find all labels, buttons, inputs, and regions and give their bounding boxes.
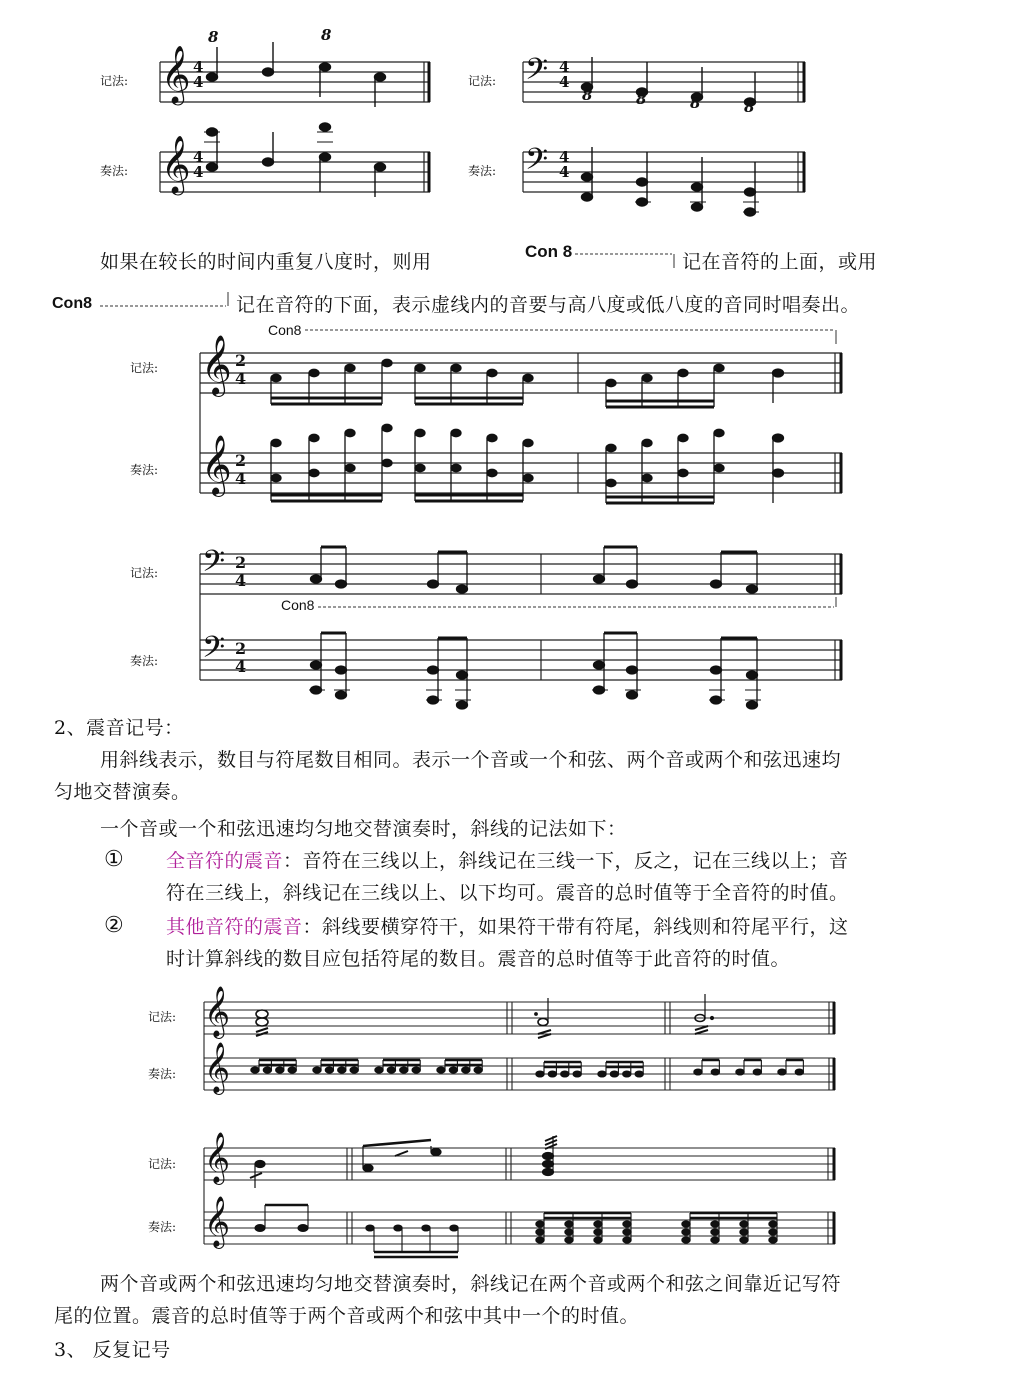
note-head bbox=[536, 1221, 544, 1227]
time-signature: 2 4 bbox=[235, 639, 247, 676]
treble-clef-icon: 𝄞 bbox=[201, 435, 232, 495]
note-head bbox=[594, 1237, 602, 1243]
paragraph-text: 两个音或两个和弦迅速均匀地交替演奏时，斜线记在两个音或两个和弦之间靠近记写符 bbox=[100, 1273, 842, 1295]
ottava-mark: Con 8 bbox=[525, 242, 573, 261]
performance-label: 奏法: bbox=[100, 164, 129, 178]
note-head bbox=[565, 1237, 573, 1243]
note-head bbox=[623, 1221, 631, 1227]
treble-clef-icon: 𝄞 bbox=[161, 45, 191, 103]
list-item-1-cont: 符在三线上，斜线记在三线以上、以下均可。震音的总时值等于全音符的时值。 bbox=[166, 882, 849, 904]
note-head bbox=[740, 1237, 748, 1243]
treble-clef-icon: 𝄞 bbox=[204, 986, 231, 1037]
note-head bbox=[594, 1221, 602, 1227]
note-head bbox=[769, 1229, 777, 1235]
time-signature: 2 4 bbox=[235, 553, 247, 590]
note-head bbox=[565, 1221, 573, 1227]
note-head bbox=[536, 1229, 544, 1235]
note-head bbox=[740, 1229, 748, 1235]
performance-label: 奏法: bbox=[468, 164, 497, 178]
time-signature: 2 4 bbox=[235, 451, 247, 488]
note-head bbox=[450, 1225, 458, 1231]
time-signature: 2 4 bbox=[235, 351, 247, 388]
notation-label: 记法: bbox=[148, 1157, 177, 1171]
notation-label: 记法: bbox=[468, 74, 497, 88]
note-head bbox=[711, 1221, 719, 1227]
octave-mark: 8 bbox=[690, 94, 701, 112]
note-head bbox=[769, 1237, 777, 1243]
list-item-2-cont: 时计算斜线的数目应包括符尾的数目。震音的总时值等于此音符的时值。 bbox=[166, 948, 791, 970]
treble-clef-icon: 𝄞 bbox=[201, 335, 232, 395]
octave-mark: 8 bbox=[208, 28, 219, 46]
notation-label: 记法: bbox=[148, 1010, 177, 1024]
performance-label: 奏法: bbox=[148, 1067, 177, 1081]
note-head bbox=[623, 1237, 631, 1243]
note-head bbox=[682, 1229, 690, 1235]
notation-label: 记法: bbox=[130, 361, 159, 375]
octave-mark: 8 bbox=[321, 26, 332, 44]
note-head bbox=[769, 1221, 777, 1227]
note-head bbox=[536, 1237, 544, 1243]
paragraph-text: 匀地交替演奏。 bbox=[54, 781, 191, 803]
term-highlight: 其他音符的震音 bbox=[166, 916, 303, 938]
paragraph-text: 如果在较长的时间内重复八度时，则用 bbox=[100, 251, 432, 273]
octave-mark: 8 bbox=[636, 90, 647, 108]
ottava-mark: Con8 bbox=[52, 295, 92, 312]
bass-clef-icon: 𝄢 bbox=[525, 53, 549, 94]
section-heading: 3、 反复记号 bbox=[54, 1339, 171, 1361]
paragraph-text: 一个音或一个和弦迅速均匀地交替演奏时，斜线的记法如下： bbox=[100, 818, 627, 840]
note-head bbox=[711, 1229, 719, 1235]
notation-label: 记法: bbox=[130, 566, 159, 580]
list-item-2: 其他音符的震音：斜线要横穿符干，如果符干带有符尾，斜线则和符尾平行，这 bbox=[166, 916, 849, 938]
paragraph-text: 尾的位置。震音的总时值等于两个音或两个和弦中其中一个的时值。 bbox=[54, 1305, 640, 1327]
bass-clef-icon: 𝄢 bbox=[202, 631, 226, 672]
note-head bbox=[422, 1225, 430, 1231]
ottava-mark: Con8 bbox=[268, 322, 302, 338]
time-signature: 4 4 bbox=[193, 148, 204, 181]
treble-clef-icon: 𝄞 bbox=[204, 1042, 231, 1093]
note-head bbox=[594, 1229, 602, 1235]
bass-clef-icon: 𝄢 bbox=[525, 143, 549, 184]
bass-clef-icon: 𝄢 bbox=[202, 545, 226, 586]
treble-clef-icon: 𝄞 bbox=[161, 135, 191, 193]
ottava-mark: Con8 bbox=[281, 597, 315, 613]
note-head bbox=[366, 1225, 374, 1231]
time-signature: 4 4 bbox=[559, 58, 570, 91]
paragraph-text: 用斜线表示，数目与符尾数目相同。表示一个音或一个和弦、两个音或两个和弦迅速均 bbox=[100, 749, 842, 771]
treble-clef-icon: 𝄞 bbox=[204, 1196, 231, 1247]
time-signature: 4 4 bbox=[559, 148, 570, 181]
treble-clef-icon: 𝄞 bbox=[204, 1132, 231, 1183]
performance-label: 奏法: bbox=[130, 463, 159, 477]
octave-mark: 8 bbox=[582, 86, 593, 104]
time-signature: 4 4 bbox=[193, 58, 204, 91]
list-number-1: ① bbox=[104, 847, 124, 872]
note-head bbox=[682, 1237, 690, 1243]
note-head bbox=[682, 1221, 690, 1227]
term-highlight: 全音符的震音 bbox=[166, 850, 284, 872]
note-head bbox=[623, 1229, 631, 1235]
note-head bbox=[740, 1221, 748, 1227]
section-heading: 2、震音记号： bbox=[54, 717, 184, 739]
note-head bbox=[565, 1229, 573, 1235]
performance-label: 奏法: bbox=[148, 1220, 177, 1234]
list-item-1: 全音符的震音：音符在三线以上，斜线记在三线一下，反之，记在三线以上；音 bbox=[166, 850, 849, 872]
paragraph-text: 记在音符的下面，表示虚线内的音要与高八度或低八度的音同时唱奏出。 bbox=[236, 294, 861, 316]
note-head bbox=[711, 1237, 719, 1243]
octave-mark: 8 bbox=[744, 98, 755, 116]
list-number-2: ② bbox=[104, 913, 124, 938]
notation-label: 记法: bbox=[100, 74, 129, 88]
paragraph-text: 记在音符的上面，或用 bbox=[682, 251, 878, 273]
note-head bbox=[394, 1225, 402, 1231]
performance-label: 奏法: bbox=[130, 654, 159, 668]
